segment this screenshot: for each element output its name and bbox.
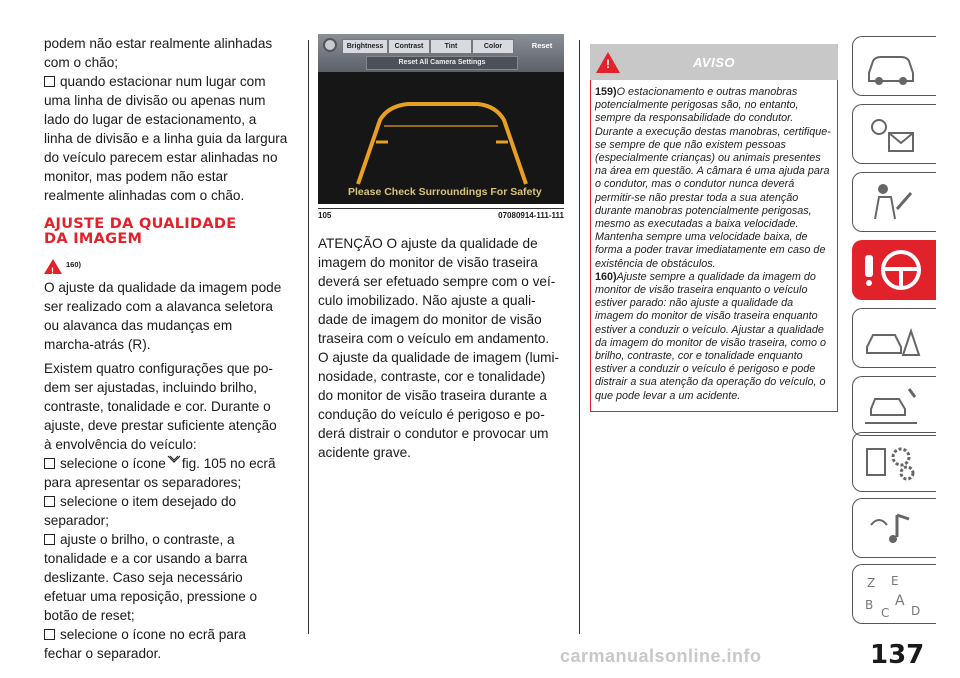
bullet-select-icon <box>44 454 300 492</box>
safety-warning-text: Please Check Surroundings For Safety <box>348 186 542 198</box>
warning-triangle-icon: ! <box>596 52 620 73</box>
reset-all-button: Reset All Camera Settings <box>366 56 518 70</box>
warning-number: 159) <box>595 86 617 98</box>
text-line <box>44 530 300 549</box>
bullet-close <box>44 625 300 663</box>
text-line: com o chão; <box>44 55 119 70</box>
emergency-icon <box>861 315 921 361</box>
bullet-parking <box>44 72 300 205</box>
chapter-tab-lights[interactable] <box>852 104 936 164</box>
text-line: marcha-atrás (R). <box>44 337 151 352</box>
text-line: deslizante. Caso seja necessário <box>44 570 243 585</box>
light-warning-icon <box>861 111 921 157</box>
bullet-adjust <box>44 530 300 625</box>
page-number: 137 <box>870 640 925 670</box>
chapter-tab-emergency[interactable] <box>852 308 936 368</box>
text-line: do monitor de visão traseira durante a <box>318 388 547 403</box>
text-line <box>44 492 300 511</box>
text-line: linha de divisão e a linha guia da largura <box>44 131 288 146</box>
svg-text:E: E <box>891 574 899 588</box>
aviso-content <box>590 80 838 412</box>
svg-text:D: D <box>911 604 921 618</box>
parking-guide-lines <box>318 34 564 204</box>
text-line: acidente grave. <box>318 445 411 460</box>
bullet-select-item <box>44 492 300 530</box>
steering-wheel-icon <box>861 247 925 293</box>
warning-number: 160) <box>595 270 617 283</box>
text-line: selecione o item desejado do <box>60 494 237 509</box>
car-icon <box>861 43 921 89</box>
gears-icon <box>861 439 921 485</box>
text-line: selecione o ícone <box>60 456 166 471</box>
svg-text:A: A <box>895 593 905 609</box>
figure-code: 07080914-111-111 <box>498 211 564 220</box>
tab-brightness: Brightness <box>342 39 388 54</box>
text-line: Existem quatro configurações que po- <box>44 361 273 376</box>
warning-159 <box>595 86 831 271</box>
section-heading <box>44 217 300 247</box>
figure-number: 105 <box>318 211 332 220</box>
svg-text:B: B <box>865 598 874 612</box>
warning-text: O estacionamento e outras manobras potencialmente perigosas são, no entanto, sempre da responsabilidade do condutor. Durante a execução destas manobras, certifique-se sempre de que não existem pessoas (especialmente crianças) ou animais presentes na área em questão. A câmara é uma ajuda para o condutor, mas o condutor nunca deverá permitir-se não prestar toda a sua atenção durante manobras potencialmente perigosas, mesmo as executadas a baixa velocidade. Mantenha sempre uma velocidade baixa, de forma a poder travar imediatamente em caso de existência de obstáculos. <box>595 86 831 270</box>
aviso-title: AVISO <box>693 55 735 70</box>
text-line: ATENÇÃO O ajuste da qualidade de <box>318 236 538 251</box>
text-line: uma linha de divisão ou apenas num <box>44 93 266 108</box>
text-line: separador; <box>44 513 109 528</box>
reference-number: 160) <box>66 260 82 269</box>
chapter-tab-multimedia[interactable] <box>852 498 936 558</box>
text-line: lado do lugar de estacionamento, a <box>44 112 257 127</box>
text-line: ajuste o brilho, o contraste, a <box>60 532 235 547</box>
text-line: quando estacionar num lugar com <box>60 74 266 89</box>
warning-reference <box>44 255 300 274</box>
text-line: ser realizado com a alavanca seletora <box>44 299 273 314</box>
text-line: O ajuste da qualidade de imagem (lumi- <box>318 350 560 365</box>
car-lift-icon <box>861 383 921 429</box>
text-line: culo imobilizado. Não ajuste a quali- <box>318 293 536 308</box>
text-line: selecione o ícone no ecrã para <box>60 627 246 642</box>
checkbox-bullet-icon <box>44 76 55 87</box>
text-line: ajuste, deve prestar suficiente atenção <box>44 418 277 433</box>
text-line <box>44 454 300 473</box>
figure-caption <box>318 208 564 220</box>
attention-paragraph <box>318 234 568 462</box>
chapter-tab-technical[interactable] <box>852 432 936 492</box>
text-line: realmente alinhadas com o chão. <box>44 188 245 203</box>
text-line: à envolvência do veículo: <box>44 437 197 452</box>
column-divider <box>308 40 309 634</box>
text-line: contraste, tonalidade e cor. Durante o <box>44 399 271 414</box>
tab-tint: Tint <box>430 39 472 54</box>
seatbelt-icon <box>861 179 921 225</box>
music-note-icon <box>861 505 921 551</box>
text-line: ou alavanca das mudanças em <box>44 318 233 333</box>
text-line: dem ser ajustadas, incluindo brilho, <box>44 380 258 395</box>
checkbox-bullet-icon <box>44 534 55 545</box>
checkbox-bullet-icon <box>44 496 55 507</box>
paragraph-adjust <box>44 278 300 354</box>
text-line: botão de reset; <box>44 608 135 623</box>
text-line <box>44 72 300 91</box>
left-column <box>44 34 300 663</box>
footer-watermark: carmanualsonline.info <box>560 646 762 666</box>
warning-triangle-icon: ! <box>44 259 62 274</box>
camera-screen-figure <box>318 34 564 204</box>
text-line: deverá ser efetuado sempre com o veí- <box>318 274 556 289</box>
warning-text: Ajuste sempre a qualidade da imagem do monitor de visão traseira enquanto o veículo estiver parado: não ajuste a qualidade da imagem do monitor de visão traseira enquanto estiver a conduzir o veículo. Ajustar a qualidade da imagem do monitor de visão traseira, como o brilho, contraste, cor e tonalidade enquanto estiver a conduzir o veículo é perigoso e pode distrair a sua atenção da operação do veículo, o que pode levar a um acidente. <box>595 270 827 402</box>
intro-text <box>44 34 300 72</box>
chapter-tab-driving[interactable] <box>852 240 936 300</box>
text-line: do veículo parecem estar alinhadas no <box>44 150 278 165</box>
text-line: traseira com o veículo em andamento. <box>318 331 550 346</box>
tab-contrast: Contrast <box>388 39 430 54</box>
text-line: derá distrair o condutor e provocar um <box>318 426 549 441</box>
middle-column <box>318 34 568 462</box>
chapter-tab-index[interactable] <box>852 564 936 624</box>
text-line: efetuar uma reposição, pressione o <box>44 589 258 604</box>
tab-color: Color <box>472 39 514 54</box>
text-line: para apresentar os separadores; <box>44 475 242 490</box>
text-line <box>44 625 300 644</box>
text-line: tonalidade e a cor usando a barra <box>44 551 248 566</box>
text-line: fechar o separador. <box>44 646 162 661</box>
text-line: imagem do monitor de visão traseira <box>318 255 538 270</box>
chapter-tab-safety[interactable] <box>852 172 936 232</box>
text-line: O ajuste da qualidade da imagem pode <box>44 280 282 295</box>
alphabet-index-icon <box>861 571 925 621</box>
column-divider <box>579 40 580 634</box>
text-line: podem não estar realmente alinhadas <box>44 36 273 51</box>
reset-button: Reset <box>531 41 553 50</box>
heading-line: AJUSTE DA QUALIDADE <box>44 216 237 232</box>
aviso-header <box>590 44 838 80</box>
svg-text:C: C <box>881 606 890 620</box>
text-line: monitor, mas podem não estar <box>44 169 228 184</box>
chapter-tab-dashboard[interactable] <box>852 36 936 96</box>
checkbox-bullet-icon <box>44 629 55 640</box>
text-line: fig. 105 no ecrã <box>181 456 276 471</box>
paragraph-settings <box>44 359 300 454</box>
warning-160 <box>595 271 831 403</box>
text-line: condução do veículo é perigoso e po- <box>318 407 545 422</box>
text-line: dade de imagem do monitor de visão <box>318 312 542 327</box>
heading-line: DA IMAGEM <box>44 231 143 247</box>
text-line: nosidade, contraste, cor e tonalidade) <box>318 369 546 384</box>
chapter-tab-maintenance[interactable] <box>852 376 936 436</box>
settings-menu-icon <box>167 454 181 466</box>
svg-text:Z: Z <box>867 576 876 590</box>
checkbox-bullet-icon <box>44 458 55 469</box>
warning-column <box>590 44 838 412</box>
